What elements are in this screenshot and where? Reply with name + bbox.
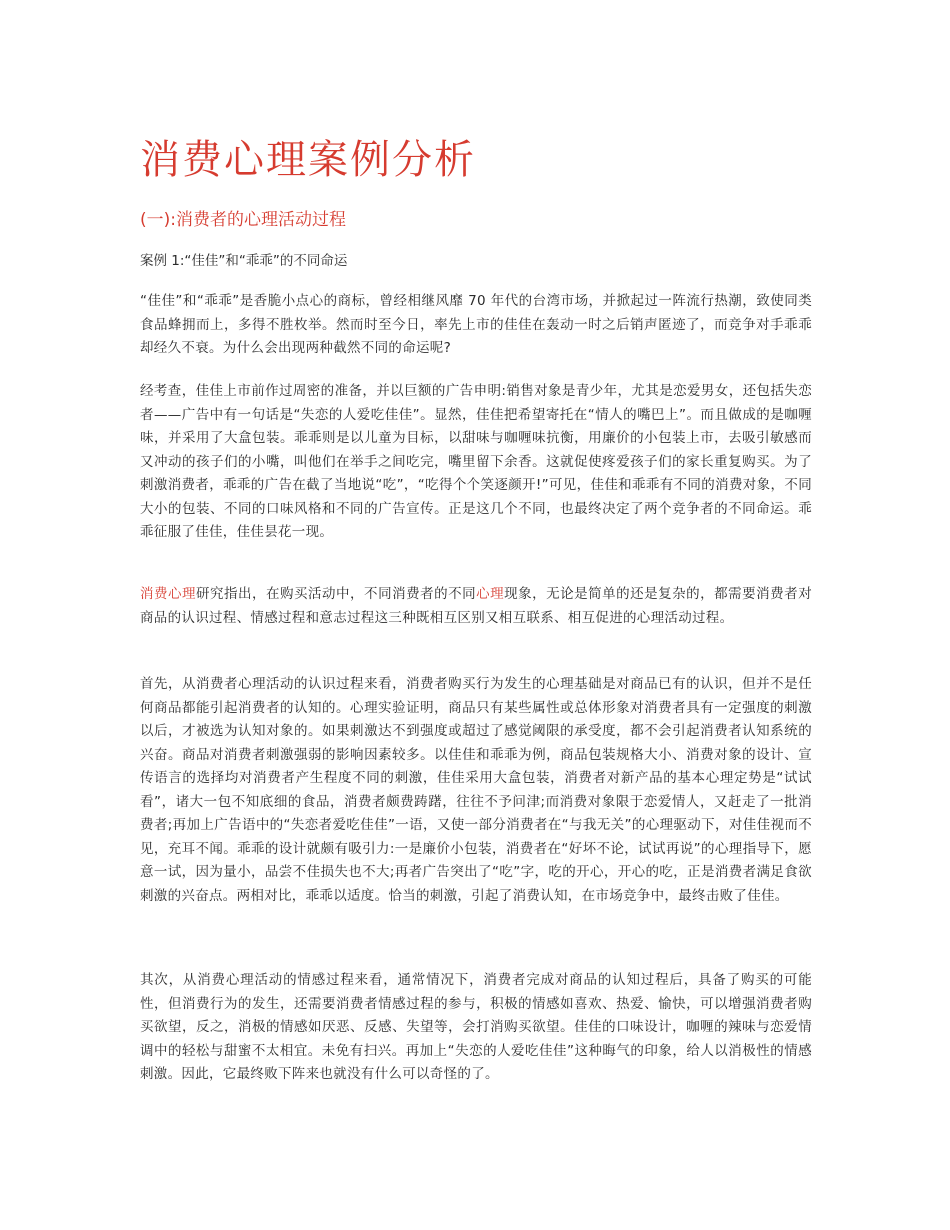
paragraph-research: [140, 583, 812, 630]
paragraph-emotional-process: 其次，从消费心理活动的情感过程来看，通常情况下，消费者完成对商品的认知过程后，具备了购买的可能性，但消费行为的发生，还需要消费者情感过程的参与，积极的情感如喜欢、热爱、愉快，可以增强消费者购买欲望，反之，消极的情感如厌恶、反感、失望等，会打消购买欲望。佳佳的口味设计，咖喱的辣味与恋爱情调中的轻松与甜蜜不太相宜。未免有扫兴。再加上“失恋的人爱吃佳佳”这种晦气的印象，给人以消极性的情感刺激。因此，它最终败下阵来也就没有什么可以奇怪的了。: [140, 972, 812, 1082]
link-psychology[interactable]: 心理: [476, 586, 505, 602]
case-title: 案例 1:“佳佳”和“乖乖”的不同命运: [140, 253, 348, 269]
page-title: 消费心理案例分析: [140, 137, 476, 183]
paragraph-investigation: 经考查，佳佳上市前作过周密的准备，并以巨额的广告申明:销售对象是青少年，尤其是恋爱男女，还包括失恋者——广告中有一句话是“失恋的人爱吃佳佳”。显然，佳佳把希望寄托在“情人的嘴巴上”。而且做成的是咖喱味，并采用了大盒包装。乖乖则是以儿童为目标，以甜味与咖喱味抗衡，用廉价的小包装上市，去吸引敏感而又冲动的孩子们的小嘴，叫他们在举手之间吃完，嘴里留下余香。这就促使疼爱孩子们的家长重复购买。为了刺激消费者，乖乖的广告在截了当地说“吃”，“吃得个个笑逐颜开!”可见，佳佳和乖乖有不同的消费对象，不同大小的包装、不同的口味风格和不同的广告宣传。正是这几个不同，也最终决定了两个竞争者的不同命运。乖乖征服了佳佳，佳佳昙花一现。: [140, 383, 812, 540]
link-consumer-psychology[interactable]: 消费心理: [140, 586, 197, 602]
section-heading: (一):消费者的心理活动过程: [140, 210, 346, 230]
paragraph-intro: “佳佳”和“乖乖”是香脆小点心的商标，曾经相继风靡 70 年代的台湾市场，并掀起过一阵流行热潮，致使同类食品蜂拥而上，多得不胜枚举。然而时至今日，率先上市的佳佳在轰动一时之后销声匿迹了，而竞争对手乖乖却经久不衰。为什么会出现两种截然不同的命运呢?: [140, 293, 812, 356]
paragraph-research-text-1: 研究指出，在购买活动中，不同消费者的不同: [196, 586, 477, 602]
paragraph-cognitive-process: 首先，从消费者心理活动的认识过程来看，消费者购买行为发生的心理基础是对商品已有的认识，但并不是任何商品都能引起消费者的认知的。心理实验证明，商品只有某些属性或总体形象对消费者具有一定强度的刺激以后，才被选为认知对象的。如果刺激达不到强度或超过了感觉阈限的承受度，都不会引起消费者认知系统的兴奋。商品对消费者刺激强弱的影响因素较多。以佳佳和乖乖为例，商品包装规格大小、消费对象的设计、宣传语言的选择均对消费者产生程度不同的刺激，佳佳采用大盒包装，消费者对新产品的基本心理定势是“试试看”，诸大一包不知底细的食品，消费者颇费踌躇，往往不予问津;而消费对象限于恋爱情人，又赶走了一批消费者;再加上广告语中的“失恋者爱吃佳佳”一语，又使一部分消费者在“与我无关”的心理驱动下，对佳佳视而不见，充耳不闻。乖乖的设计就颇有吸引力:一是廉价小包装，消费者在“好坏不论，试试再说”的心理指导下，愿意一试，因为量小，品尝不佳损失也不大;再者广告突出了“吃”字，吃的开心，开心的吃，正是消费者满足食欲刺激的兴奋点。两相对比，乖乖以适度。恰当的刺激，引起了消费认知，在市场竞争中，最终击败了佳佳。: [140, 676, 812, 904]
paragraph-research-text-2: 现象，无论是简单的还是复杂的，都需要消费者对商品的认识过程、情感过程和意志过程这三种既相互区别又相互联系、相互促进的心理活动过程。: [140, 586, 812, 626]
